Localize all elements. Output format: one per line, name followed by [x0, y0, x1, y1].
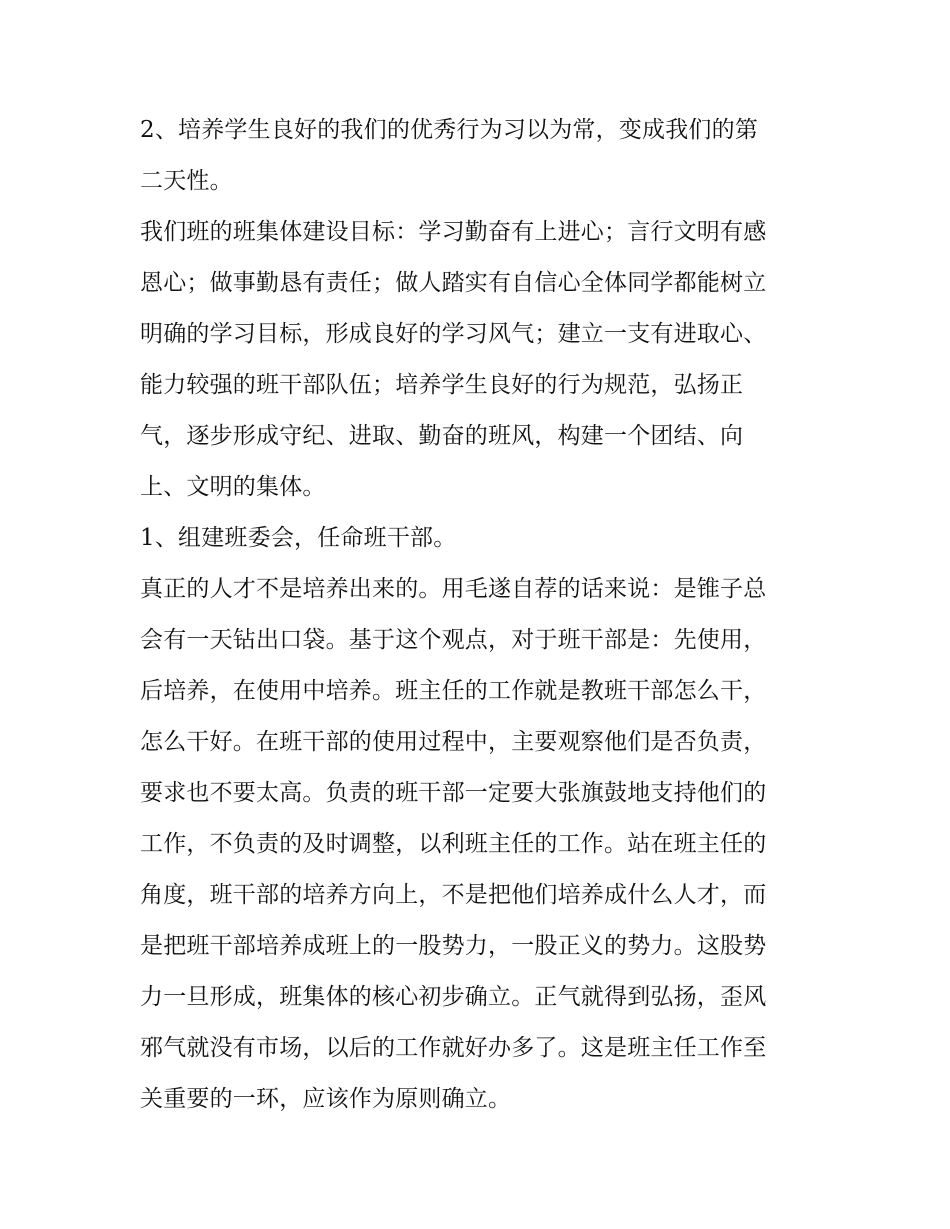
text-line: 工作，不负责的及时调整，以利班主任的工作。站在班主任的 — [140, 831, 767, 857]
text-line: 后培养，在使用中培养。班主任的工作就是教班干部怎么干， — [140, 678, 767, 704]
document-body — [140, 105, 820, 1125]
text-line: 真正的人才不是培养出来的。用毛遂自荐的话来说：是锥子总 — [140, 576, 767, 602]
text-line: 1、组建班委会，任命班干部。 — [140, 525, 457, 551]
text-line: 会有一天钻出口袋。基于这个观点，对于班干部是：先使用， — [140, 627, 767, 653]
text-line: 二天性。 — [140, 168, 233, 194]
text-line: 是把班干部培养成班上的一股势力，一股正义的势力。这股势 — [140, 933, 767, 959]
text-line: 角度，班干部的培养方向上，不是把他们培养成什么人才，而 — [140, 882, 767, 908]
text-line: 我们班的班集体建设目标：学习勤奋有上进心；言行文明有感 — [140, 219, 767, 245]
text-line: 恩心；做事勤恳有责任；做人踏实有自信心全体同学都能树立 — [140, 270, 767, 296]
text-line: 怎么干好。在班干部的使用过程中，主要观察他们是否负责， — [140, 729, 767, 755]
text-line: 气，逐步形成守纪、进取、勤奋的班风，构建一个团结、向 — [140, 423, 744, 449]
text-line: 关重要的一环，应该作为原则确立。 — [140, 1086, 512, 1112]
text-line: 邪气就没有市场，以后的工作就好办多了。这是班主任工作至 — [140, 1035, 767, 1061]
text-line: 上、文明的集体。 — [140, 474, 326, 500]
text-line: 力一旦形成，班集体的核心初步确立。正气就得到弘扬，歪风 — [140, 984, 767, 1010]
text-line: 能力较强的班干部队伍；培养学生良好的行为规范，弘扬正 — [140, 372, 744, 398]
text-line: 2、培养学生良好的我们的优秀行为习以为常，变成我们的第 — [140, 117, 759, 143]
text-line: 明确的学习目标，形成良好的学习风气；建立一支有进取心、 — [140, 321, 767, 347]
text-line: 要求也不要太高。负责的班干部一定要大张旗鼓地支持他们的 — [140, 780, 767, 806]
